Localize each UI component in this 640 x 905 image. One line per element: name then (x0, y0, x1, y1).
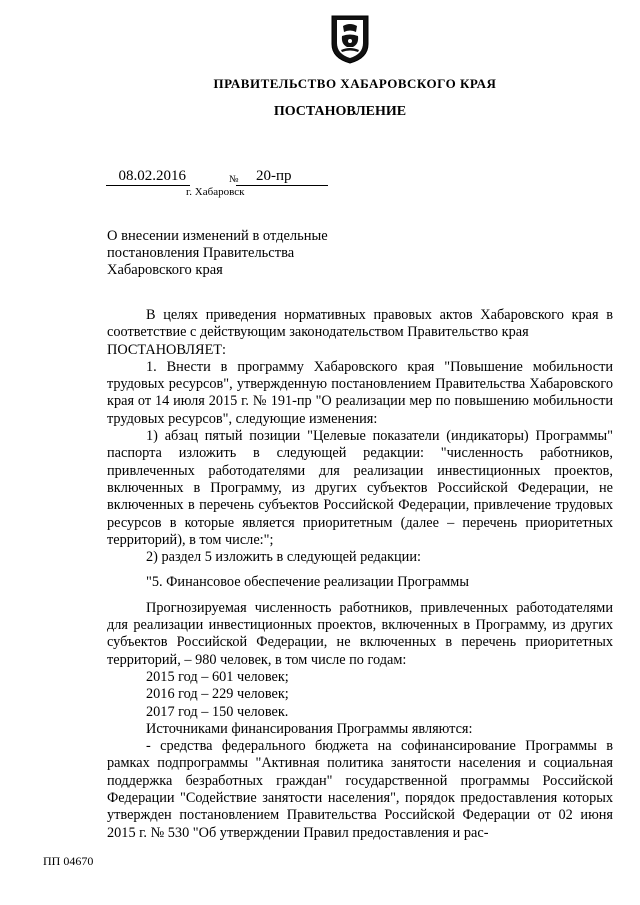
coat-of-arms-icon (329, 14, 371, 64)
forecast-paragraph: Прогнозируемая численность работников, привлеченных работодателями для реализации инвестиционных проектов, включенных в Программу, из других субъектов Российской Федерации, не включенных в перечень приоритетных территорий, – 980 человек, в том числе по годам: (107, 599, 613, 668)
document-body (107, 307, 613, 842)
document-subject: О внесении изменений в отдельные постановления Правительства Хабаровского края (107, 228, 328, 278)
item-1-2-paragraph: 2) раздел 5 изложить в следующей редакции: (146, 549, 421, 566)
section-5-title: "5. Финансовое обеспечение реализации Программы (146, 574, 469, 591)
document-date: 08.02.2016 (106, 168, 190, 186)
document-type: ПОСТАНОВЛЕНИЕ (273, 104, 407, 119)
year-2016-line: 2016 год – 229 человек; (146, 686, 289, 703)
number-sign: № (229, 174, 239, 185)
preamble-paragraph: В целях приведения нормативных правовых актов Хабаровского края в соответствие с действующим законодательством Правительство края (107, 307, 613, 341)
document-number: 20-пр (236, 168, 328, 186)
document-city: г. Хабаровск (186, 186, 245, 198)
item-1-1-paragraph: 1) абзац пятый позиции "Целевые показатели (индикаторы) Программы" паспорта изложить в следующей редакции: "численность работников, привлеченных работодателями для реализации инвестиционных проектов, включенных в Программу, из других субъектов Российской Федерации, не включенных в перечень субъектов Российской Федерации, привлечение трудовых ресурсов в которые является приоритетным (далее – перечень приоритетных территорий), в том числе:"; (107, 428, 613, 548)
year-2015-line: 2015 год – 601 человек; (146, 668, 289, 685)
government-title: ПРАВИТЕЛЬСТВО ХАБАРОВСКОГО КРАЯ (213, 76, 497, 91)
sources-paragraph: Источниками финансирования Программы являются: (146, 720, 473, 737)
document-code: ПП 04670 (43, 854, 94, 868)
year-2017-line: 2017 год – 150 человек. (146, 703, 289, 720)
resolves-heading: ПОСТАНОВЛЯЕТ: (107, 341, 227, 358)
item-1-paragraph: 1. Внести в программу Хабаровского края "Повышение мобильности трудовых ресурсов", утвержденную постановлением Правительства Хабаровского края от 14 июля 2015 г. № 191-пр "О реализации мер по повышению мобильности трудовых ресурсов", следующие изменения: (107, 358, 613, 427)
federal-funds-paragraph: - средства федерального бюджета на софинансирование Программы в рамках подпрограммы "Активная политика занятости населения и социальная поддержка безработных граждан" государственной программы Российской Федерации "Содействие занятости населения", порядок предоставления которых утвержден постановлением Правительства Российской Федерации от 02 июня 2015 г. № 530 "Об утверждении Правил предоставления и рас- (107, 738, 613, 841)
